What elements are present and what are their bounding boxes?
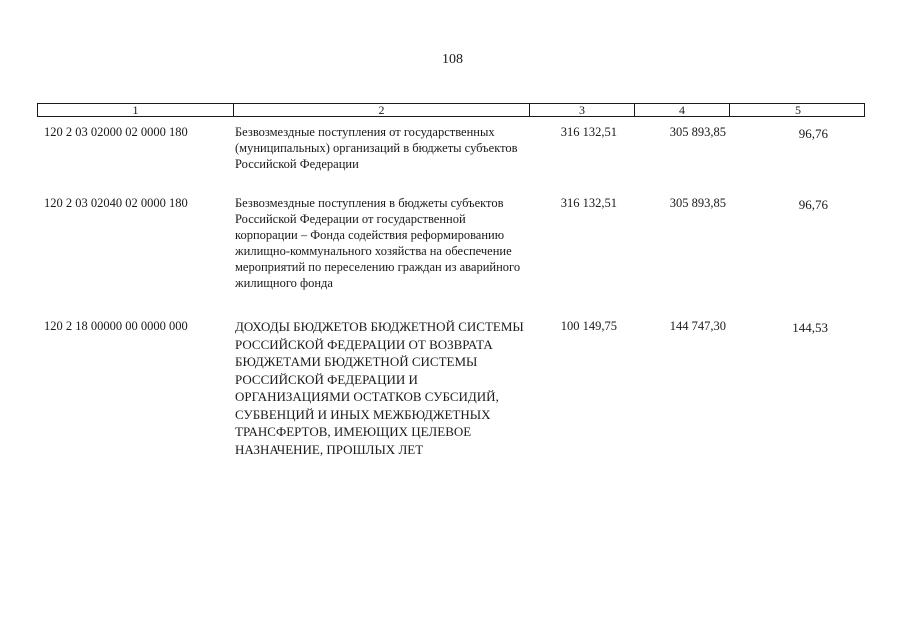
row-value-col3: 316 132,51	[560, 196, 617, 210]
page-number: 108	[442, 52, 463, 67]
header-col-5: 5	[795, 103, 801, 117]
row-value-col4: 144 747,30	[669, 319, 726, 333]
row-description: Безвозмездные поступления в бюджеты субъектов Российской Федерации от государственной корпорации – Фонда содействия реформированию жилищно-коммунального хозяйства на обеспечение мероприятий по переселению граждан из аварийного жилищного фонда	[235, 196, 521, 290]
row-value-col5: 96,76	[798, 197, 828, 212]
row-value-col5: 96,76	[798, 126, 828, 141]
header-col-2: 2	[234, 104, 530, 116]
row-value-col3: 316 132,51	[560, 125, 617, 139]
row-code: 120 2 03 02040 02 0000 180	[44, 196, 188, 210]
row-value-col4: 305 893,85	[669, 196, 726, 210]
row-value-col4: 305 893,85	[669, 125, 726, 139]
row-code: 120 2 18 00000 00 0000 000	[44, 319, 188, 333]
header-col-4: 4	[635, 104, 730, 116]
row-value-col5: 144,53	[792, 320, 828, 335]
row-value-col3: 100 149,75	[560, 319, 617, 333]
row-description: Безвозмездные поступления от государственных (муниципальных) организаций в бюджеты субъектов Российской Федерации	[235, 125, 518, 171]
header-col-3: 3	[530, 104, 635, 116]
row-description: ДОХОДЫ БЮДЖЕТОВ БЮДЖЕТНОЙ СИСТЕМЫ РОССИЙСКОЙ ФЕДЕРАЦИИ ОТ ВОЗВРАТА БЮДЖЕТАМИ БЮДЖЕТНОЙ СИСТЕМЫ РОССИЙСКОЙ ФЕДЕРАЦИИ И ОРГАНИЗАЦИЯМИ ОСТАТКОВ СУБСИДИЙ, СУБВЕНЦИЙ И ИНЫХ МЕЖБЮДЖЕТНЫХ ТРАНСФЕРТОВ, ИМЕЮЩИХ ЦЕЛЕВОЕ НАЗНАЧЕНИЕ, ПРОШЛЫХ ЛЕТ	[235, 319, 524, 457]
row-code: 120 2 03 02000 02 0000 180	[44, 125, 188, 139]
table-header	[37, 103, 865, 117]
header-col-1: 1	[38, 104, 234, 116]
